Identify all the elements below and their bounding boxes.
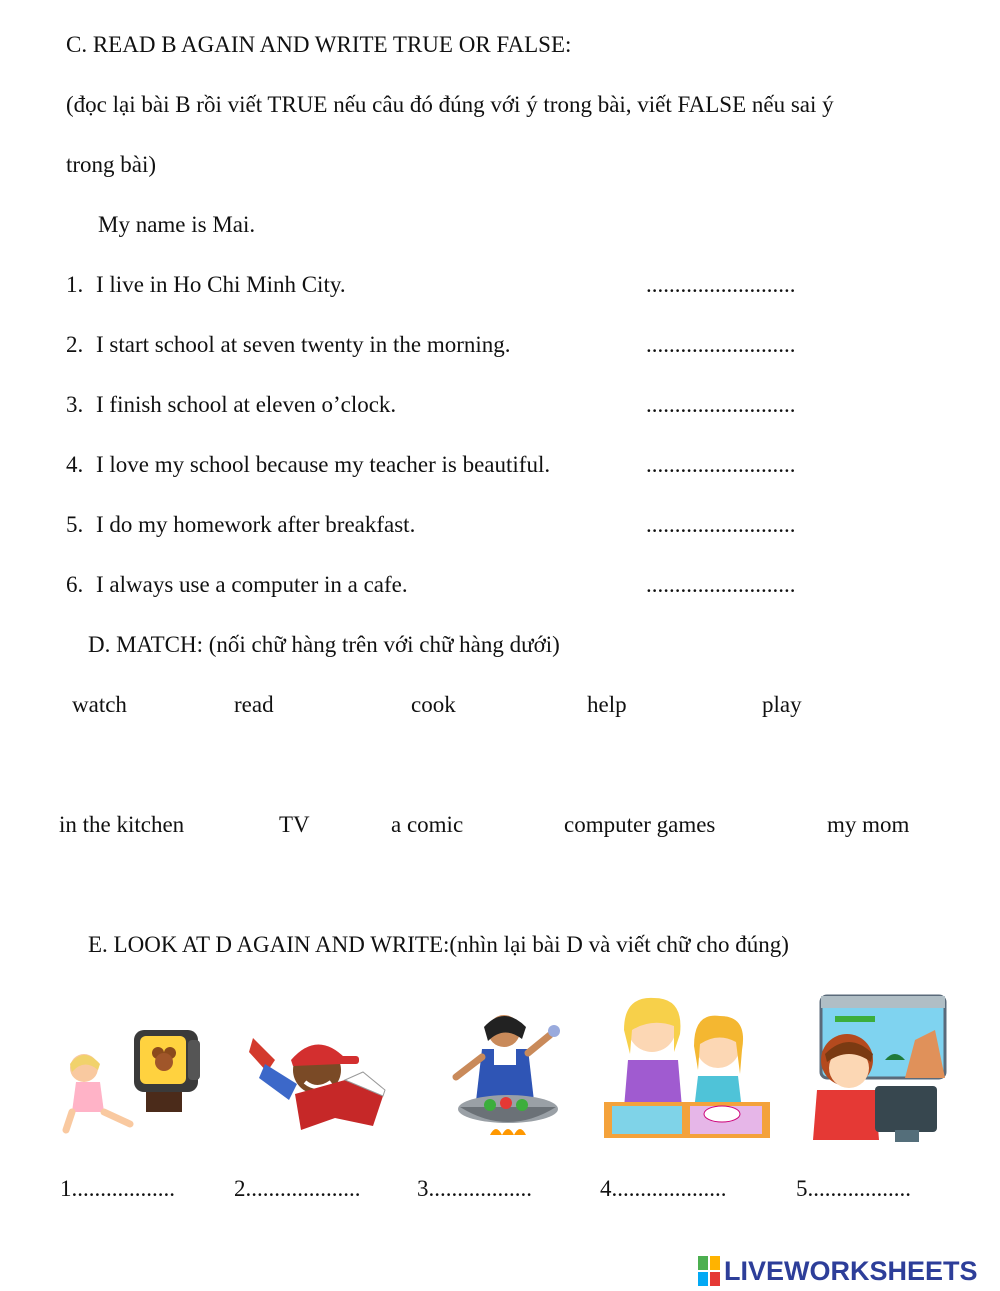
match-word-read[interactable]: read <box>234 692 274 717</box>
statement-text: I finish school at eleven o’clock. <box>96 392 397 417</box>
match-word-a-comic[interactable]: a comic <box>391 812 464 837</box>
girls-washing-dishes-picture <box>602 990 772 1140</box>
match-word-watch[interactable]: watch <box>72 692 127 717</box>
write-blank-1[interactable]: 1.................. <box>60 1176 175 1201</box>
match-word-my-mom[interactable]: my mom <box>827 812 910 837</box>
section-c-instruction-2: trong bài) <box>66 152 157 177</box>
match-word-play[interactable]: play <box>762 692 802 717</box>
match-word-tv[interactable]: TV <box>279 812 310 837</box>
statement-text: I live in Ho Chi Minh City. <box>96 272 346 297</box>
write-blank-5[interactable]: 5.................. <box>796 1176 911 1201</box>
write-blank-3[interactable]: 3.................. <box>417 1176 532 1201</box>
statement-number: 2. <box>66 332 84 357</box>
statement-number: 5. <box>66 512 84 537</box>
answer-blank-2[interactable]: .......................... <box>646 332 796 357</box>
write-blank-2[interactable]: 2.................... <box>234 1176 361 1201</box>
answer-blank-6[interactable]: .......................... <box>646 572 796 597</box>
write-blank-4[interactable]: 4.................... <box>600 1176 727 1201</box>
match-word-help[interactable]: help <box>587 692 627 717</box>
statement-number: 4. <box>66 452 84 477</box>
statement-text: I always use a computer in a cafe. <box>96 572 408 597</box>
match-word-cook[interactable]: cook <box>411 692 456 717</box>
liveworksheets-badge-icon <box>698 1256 720 1286</box>
statement-number: 6. <box>66 572 84 597</box>
boy-reading-picture <box>245 1020 395 1140</box>
logo-text: LIVEWORKSHEETS <box>724 1255 978 1286</box>
section-c-instruction-1: (đọc lại bài B rồi viết TRUE nếu câu đó đúng với ý trong bài, viết FALSE nếu sai ý <box>66 92 834 117</box>
statement-text: I love my school because my teacher is beautiful. <box>96 452 551 477</box>
answer-blank-3[interactable]: .......................... <box>646 392 796 417</box>
boy-playing-computer-games-picture <box>795 990 950 1145</box>
answer-blank-1[interactable]: .......................... <box>646 272 796 297</box>
answer-blank-5[interactable]: .......................... <box>646 512 796 537</box>
intro-text: My name is Mai. <box>98 212 256 237</box>
girl-watching-tv-picture <box>60 1020 210 1140</box>
statement-text: I start school at seven twenty in the morning. <box>96 332 511 357</box>
section-e-title: E. LOOK AT D AGAIN AND WRITE:(nhìn lại bài D và viết chữ cho đúng) <box>88 932 789 957</box>
statement-number: 1. <box>66 272 84 297</box>
statement-text: I do my homework after breakfast. <box>96 512 416 537</box>
statement-number: 3. <box>66 392 84 417</box>
woman-cooking-picture <box>438 1005 578 1145</box>
section-c-title: C. READ B AGAIN AND WRITE TRUE OR FALSE: <box>66 32 572 57</box>
section-d-title: D. MATCH: (nối chữ hàng trên với chữ hàng dưới) <box>88 632 560 657</box>
answer-blank-4[interactable]: .......................... <box>646 452 796 477</box>
match-word-computer-games[interactable]: computer games <box>564 812 716 837</box>
match-word-in-the-kitchen[interactable]: in the kitchen <box>59 812 185 837</box>
liveworksheets-logo <box>698 1255 978 1287</box>
